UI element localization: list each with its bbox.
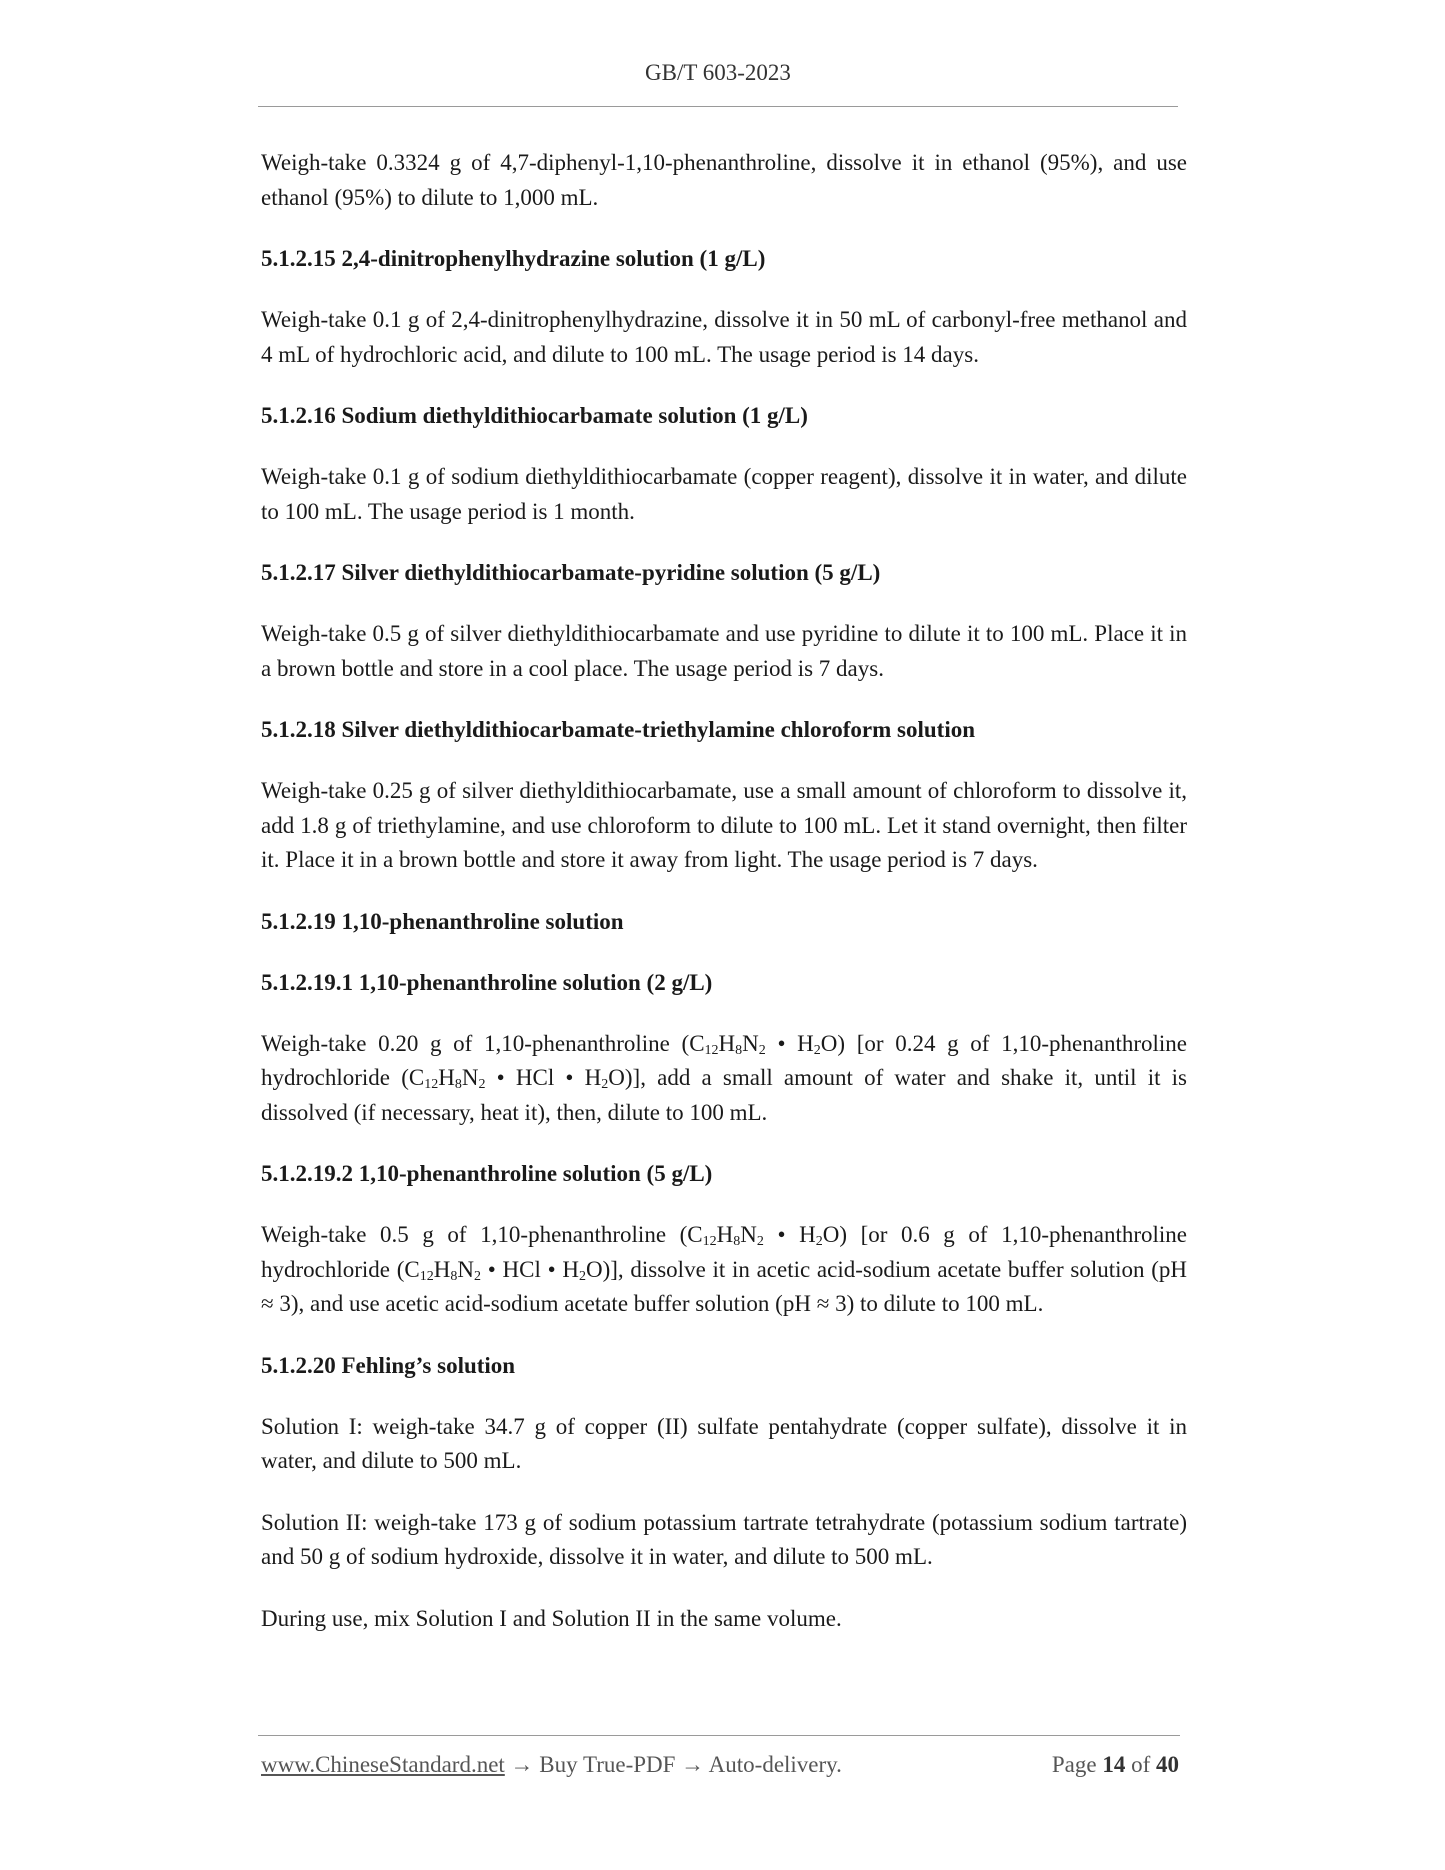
heading-5-1-2-16: 5.1.2.16 Sodium diethyldithiocarbamate solution (1 g/L) (261, 403, 808, 428)
formula-phenanthroline-hcl: $C_{12}H_8N_2$ • HCl • $H_2O$ (404, 1256, 603, 1284)
page-header-title: GB/T 603-2023 (645, 60, 791, 85)
formula-phenanthroline-hcl: $C_{12}H_8N_2$ • HCl • $H_2O$ (408, 1065, 625, 1092)
total-pages: 40 (1156, 1752, 1179, 1777)
body-5-1-2-18: Weigh-take 0.25 g of silver diethyldithiocarbamate, use a small amount of chloroform to dissolve it, add 1.8 g of triethylamine, and use chloroform to dilute to 100 mL. Let it stand overnight, then filter it. Place it in a brown bottle and store it away from light. The usage period is 7 days. (261, 778, 1187, 872)
heading-5-1-2-19-2: 5.1.2.19.2 1,10-phenanthroline solution (5 g/L) (261, 1161, 713, 1186)
body-5-1-2-16: Weigh-take 0.1 g of sodium diethyldithiocarbamate (copper reagent), dissolve it in water, and dilute to 100 mL. The usage period is 1 month. (261, 464, 1187, 524)
body-5-1-2-20-usage: During use, mix Solution I and Solution II in the same volume. (261, 1605, 842, 1631)
body-5-1-2-20-solution-2: Solution II: weigh-take 173 g of sodium potassium tartrate tetrahydrate (potassium sodium tartrate) and 50 g of sodium hydroxide, dissolve it in water, and dilute to 500 mL. (261, 1509, 1187, 1569)
heading-5-1-2-18: 5.1.2.18 Silver diethyldithiocarbamate-triethylamine chloroform solution (261, 717, 976, 742)
header-divider (258, 106, 1178, 107)
formula-phenanthroline: $C_{12}H_8N_2$ • $H_2O$ (689, 1030, 838, 1058)
footer-promo (261, 1752, 842, 1778)
intro-paragraph: Weigh-take 0.3324 g of 4,7-diphenyl-1,10-phenanthroline, dissolve it in ethanol (95%), and use ethanol (95%) to dilute to 1,000 mL. (261, 150, 1187, 210)
body-5-1-2-20-solution-1: Solution I: weigh-take 34.7 g of copper (II) sulfate pentahydrate (copper sulfate), dissolve it in water, and dilute to 500 mL. (261, 1413, 1187, 1473)
formula-phenanthroline: $C_{12}H_8N_2$ • $H_2O$ (687, 1222, 840, 1249)
body-5-1-2-17: Weigh-take 0.5 g of silver diethyldithiocarbamate and use pyridine to dilute it to 100 mL. Place it in a brown bottle and store in a cool place. The usage period is 7 days. (261, 621, 1187, 681)
heading-5-1-2-19-1: 5.1.2.19.1 1,10-phenanthroline solution (2 g/L) (261, 969, 713, 995)
page-number: Page 14 of 40 (1051, 1752, 1179, 1777)
heading-5-1-2-20: 5.1.2.20 Fehling’s solution (261, 1352, 516, 1378)
heading-5-1-2-17: 5.1.2.17 Silver diethyldithiocarbamate-pyridine solution (5 g/L) (261, 560, 881, 585)
document-body (261, 146, 1187, 1663)
body-5-1-2-15: Weigh-take 0.1 g of 2,4-dinitrophenylhydrazine, dissolve it in 50 mL of carbonyl-free methanol and 4 mL of hydrochloric acid, and dilute to 100 mL. The usage period is 14 days. (261, 307, 1187, 367)
heading-5-1-2-19: 5.1.2.19 1,10-phenanthroline solution (261, 908, 624, 934)
heading-5-1-2-15: 5.1.2.15 2,4-dinitrophenylhydrazine solution (1 g/L) (261, 246, 766, 271)
body-5-1-2-19-1: Weigh-take 0.20 g of 1,10-phenanthroline ($C_{12}H_8N_2$ • $H_2O$) [or 0.24 g of 1,10-phenanthroline hydrochloride ($C_{12}H_8N_2$ • HCl • $H_2O$)], add a small amount of water and shake it, until it is dissolved (if necessary, heat it), then, dilute to 100 mL. (261, 1030, 1187, 1125)
footer-site-link[interactable]: www.ChineseStandard.net (261, 1752, 505, 1777)
footer-divider (258, 1735, 1180, 1736)
body-5-1-2-19-2: Weigh-take 0.5 g of 1,10-phenanthroline ($C_{12}H_8N_2$ • $H_2O$) [or 0.6 g of 1,10-phenanthroline hydrochloride ($C_{12}H_8N_2$ • HCl • $H_2O$)], dissolve it in acetic acid-sodium acetate buffer solution (pH ≈ 3), and use acetic acid-sodium acetate buffer solution (pH ≈ 3) to dilute to 100 mL. (261, 1222, 1187, 1316)
current-page: 14 (1102, 1752, 1126, 1777)
footer-promo-text: → Buy True-PDF → Auto-delivery. (504, 1752, 842, 1777)
